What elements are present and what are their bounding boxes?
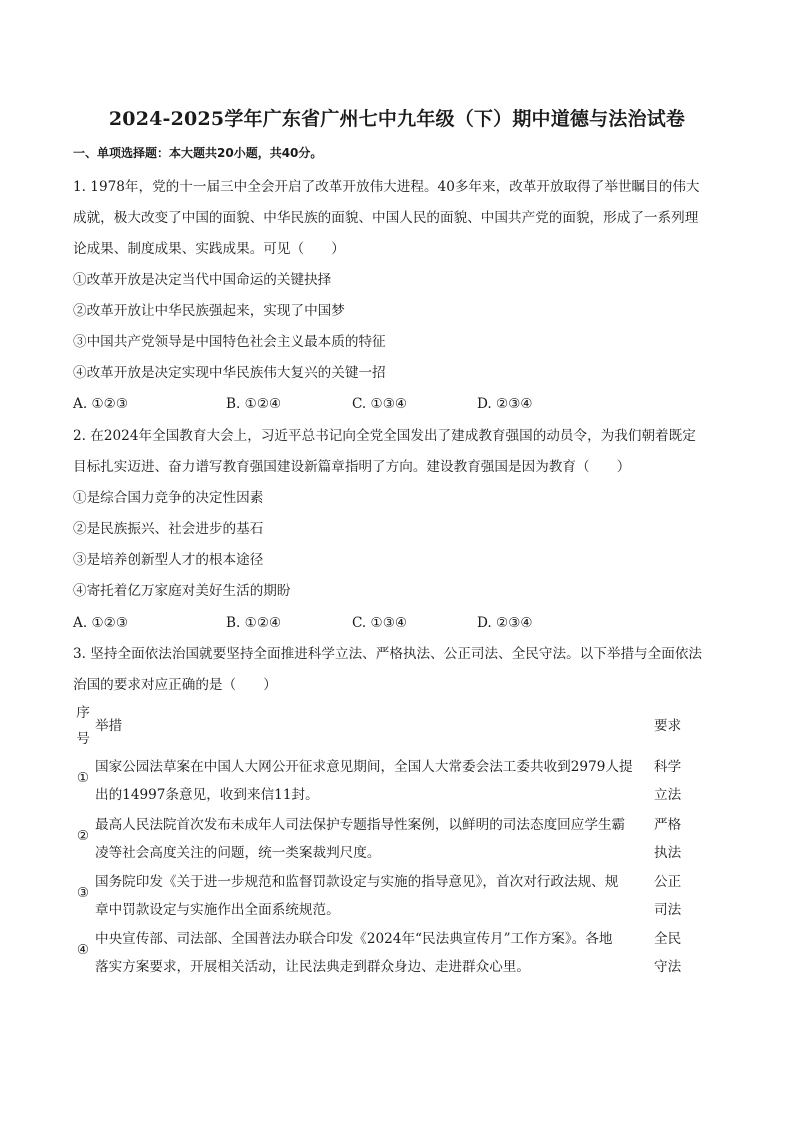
q2-option-b[interactable]: B. ①②④ (226, 615, 282, 631)
row-requirement-line: 立法 (654, 787, 682, 803)
row-measure (95, 925, 612, 981)
q1-option-d[interactable]: D. ②③④ (477, 396, 533, 412)
row-number: ④ (76, 942, 90, 958)
q1-option-c[interactable]: C. ①③④ (352, 396, 408, 412)
row-measure-line: 凌等社会高度关注的问题，统一类案裁判尺度。 (95, 845, 381, 861)
q1-item-2: ②改革开放让中华民族强起来，实现了中国梦 (73, 303, 345, 319)
q1-item-1: ①改革开放是决定当代中国命运的关键抉择 (73, 272, 332, 288)
q2-option-d[interactable]: D. ②③④ (477, 615, 533, 631)
table-header-measure: 举措 (95, 718, 123, 734)
row-number: ② (76, 828, 90, 844)
row-requirement-line: 执法 (654, 845, 682, 861)
row-measure-line: 落实方案要求，开展相关活动，让民法典走到群众身边、走进群众心里。 (95, 959, 530, 975)
row-requirement-line: 严格 (654, 817, 682, 833)
q2-item-4: ④寄托着亿万家庭对美好生活的期盼 (73, 583, 291, 599)
q1-option-a[interactable]: A. ①②③ (73, 396, 129, 412)
row-measure-line: 国家公园法草案在中国人大网公开征求意见期间，全国人大常委会法工委共收到2979人提 (95, 759, 633, 775)
row-requirement (654, 811, 681, 867)
row-requirement-line: 公正 (654, 874, 682, 890)
row-measure-line: 最高人民法院首次发布未成年人司法保护专题指导性案例，以鲜明的司法态度回应学生霸 (95, 817, 626, 833)
row-requirement-line: 科学 (654, 759, 682, 775)
q2-stem-line-2: 目标扎实迈进、奋力谱写教育强国建设新篇章指明了方向。建设教育强国是因为教育（ ） (73, 459, 631, 475)
header-number-char-2: 号 (76, 731, 90, 747)
q1-item-3: ③中国共产党领导是中国特色社会主义最本质的特征 (73, 334, 386, 350)
row-measure (95, 811, 625, 867)
q1-stem-line-2: 成就，极大改变了中国的面貌、中华民族的面貌、中国人民的面貌、中国共产党的面貌，形成了一系列理 (73, 210, 699, 226)
q2-option-c[interactable]: C. ①③④ (352, 615, 408, 631)
q3-stem-line-2: 治国的要求对应正确的是（ ） (73, 677, 277, 693)
table-header-requirement: 要求 (654, 718, 682, 734)
row-measure-line: 国务院印发《关于进一步规范和监督罚款设定与实施的指导意见》，首次对行政法规、规 (95, 874, 619, 890)
row-measure-line: 中央宣传部、司法部、全国普法办联合印发《2024年“民法典宣传月”工作方案》。各地 (95, 931, 613, 947)
q2-item-1: ①是综合国力竞争的决定性因素 (73, 490, 264, 506)
q1-stem-line-3: 论成果、制度成果、实践成果。可见（ ） (73, 241, 345, 257)
q2-item-2: ②是民族振兴、社会进步的基石 (73, 521, 264, 537)
q2-stem-line-1: 2. 在2024年全国教育大会上，习近平总书记向全党全国发出了建成教育强国的动员令，为我们朝着既定 (73, 428, 696, 444)
q1-item-4: ④改革开放是决定实现中华民族伟大复兴的关键一招 (73, 365, 386, 381)
row-measure (95, 868, 618, 924)
q2-item-3: ③是培养创新型人才的根本途径 (73, 552, 264, 568)
row-number: ③ (76, 885, 90, 901)
exam-title: 2024-2025学年广东省广州七中九年级（下）期中道德与法治试卷 (108, 108, 686, 130)
header-number-char-1: 序 (76, 705, 90, 721)
q1-stem-line-1: 1. 1978年，党的十一届三中全会开启了改革开放伟大进程。40多年来，改革开放取得了举世瞩目的伟大 (73, 179, 700, 195)
row-requirement-line: 守法 (654, 959, 682, 975)
row-number: ① (76, 770, 90, 786)
row-requirement (654, 753, 681, 809)
row-requirement-line: 司法 (654, 902, 682, 918)
row-measure (95, 753, 633, 809)
row-requirement (654, 868, 681, 924)
table-header-number (74, 700, 92, 752)
row-requirement-line: 全民 (654, 931, 682, 947)
q2-option-a[interactable]: A. ①②③ (73, 615, 129, 631)
section-heading: 一、单项选择题：本大题共20小题，共40分。 (73, 146, 323, 160)
row-measure-line: 章中罚款设定与实施作出全面系统规范。 (95, 902, 340, 918)
row-measure-line: 出的14997条意见，收到来信11封。 (95, 787, 319, 803)
row-requirement (654, 925, 681, 981)
q1-option-b[interactable]: B. ①②④ (226, 396, 282, 412)
q3-stem-line-1: 3. 坚持全面依法治国就要坚持全面推进科学立法、严格执法、公正司法、全民守法。以下举措与全面依法 (73, 646, 703, 662)
